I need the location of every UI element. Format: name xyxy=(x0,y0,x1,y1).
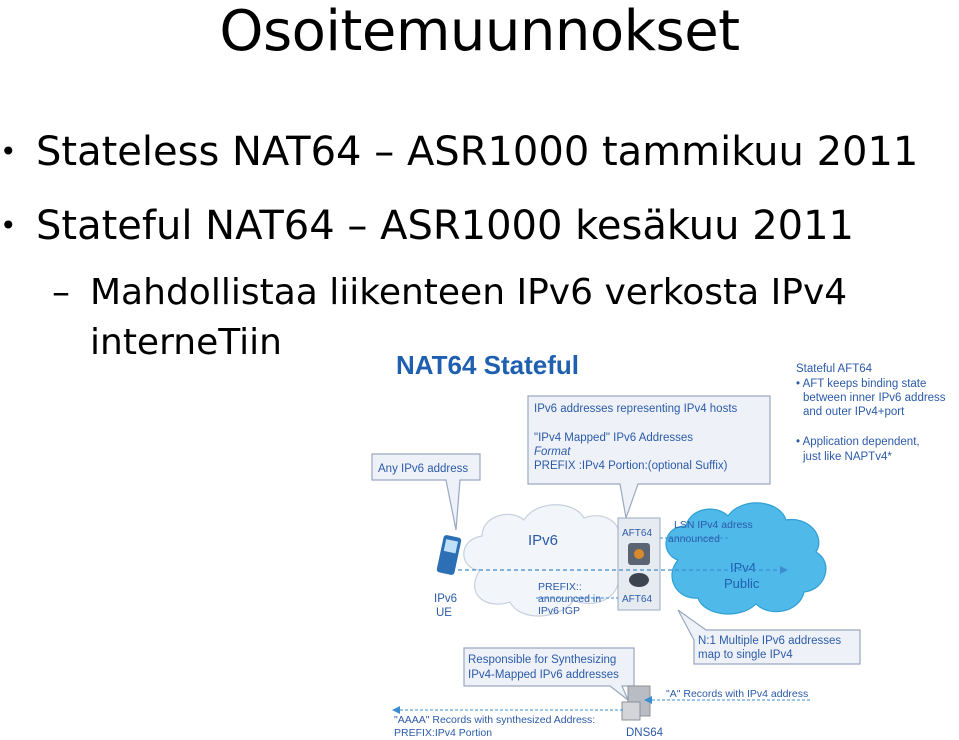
callout-synthesizing xyxy=(464,648,634,700)
callout-text: N:1 Multiple IPv6 addresses xyxy=(698,635,842,647)
bullet-dot-icon: • xyxy=(0,209,17,242)
bullet-text: Stateless NAT64 – ASR1000 tammikuu 2011 xyxy=(36,129,919,175)
note-stateful-line: • Application dependent, xyxy=(796,436,920,448)
callout-text: Format xyxy=(534,446,571,458)
lsn-label: announced xyxy=(668,533,720,545)
callout-text: Responsible for Synthesizing xyxy=(468,654,617,666)
device-label: AFT64 xyxy=(622,528,653,539)
cloud-label: IPv4 xyxy=(730,560,757,575)
bullet-text: Stateful NAT64 – ASR1000 kesäkuu 2011 xyxy=(36,203,854,249)
note-stateful-line: between inner IPv6 address xyxy=(803,392,946,404)
aaaa-records-arrowhead-icon xyxy=(392,706,400,714)
callout-any-ipv6 xyxy=(372,454,480,530)
note-stateful-line: and outer IPv4+port xyxy=(803,406,905,418)
aaaa-records-label: PREFIX:IPv4 Portion xyxy=(394,727,493,739)
router-status-icon xyxy=(634,549,644,559)
server-icon xyxy=(622,686,650,720)
callout-n1 xyxy=(678,610,860,664)
bullet-dot-icon: • xyxy=(0,135,17,168)
aft64-device xyxy=(618,518,660,610)
sub-bullet-continuation: interneTiin xyxy=(90,322,282,363)
cloud-label: Public xyxy=(724,576,760,591)
callout-text: Any IPv6 address xyxy=(378,463,469,475)
callout-text: "IPv4 Mapped" IPv6 Addresses xyxy=(534,432,694,444)
aaaa-records-label: "AAAA" Records with synthesized Address: xyxy=(394,714,596,726)
prefix-label: PREFIX:: xyxy=(538,581,582,593)
prefix-label: IPv6 IGP xyxy=(538,605,581,617)
callout-text: IPv4-Mapped IPv6 addresses xyxy=(468,669,619,681)
callout-ipv6-hosts xyxy=(528,396,770,518)
bullet-stateless xyxy=(0,128,918,176)
a-records-label: "A" Records with IPv4 address xyxy=(666,688,809,700)
dns64-label: DNS64 xyxy=(626,727,664,739)
note-stateful-title: Stateful AFT64 xyxy=(796,363,873,375)
phone-icon xyxy=(436,535,462,576)
device-label: AFT64 xyxy=(622,594,653,605)
sub-bullet-text: Mahdollistaa liikenteen IPv6 verkosta IPv4 xyxy=(90,272,848,313)
callout-text: PREFIX :IPv4 Portion:(optional Suffix) xyxy=(534,460,728,472)
lsn-label: LSN IPv4 adress xyxy=(674,519,753,531)
note-stateful-line: just like NAPTv4* xyxy=(803,451,892,463)
callout-text: IPv6 addresses representing IPv4 hosts xyxy=(534,403,738,415)
callout-text: map to single IPv4 xyxy=(698,649,793,661)
dash-icon: – xyxy=(52,272,70,313)
ue-label: UE xyxy=(436,607,452,619)
ue-label: IPv6 xyxy=(434,593,458,605)
cloud-label: IPv6 xyxy=(528,532,559,549)
switch-icon xyxy=(629,573,649,587)
note-stateful-line: • AFT keeps binding state xyxy=(796,378,927,390)
bullet-stateful xyxy=(0,202,854,250)
prefix-label: announced in xyxy=(538,593,602,605)
slide-title: Osoitemuunnokset xyxy=(219,0,740,64)
diagram-heading: NAT64 Stateful xyxy=(396,350,579,380)
sub-bullet xyxy=(52,272,847,314)
nat64-stateful-diagram xyxy=(360,340,959,740)
